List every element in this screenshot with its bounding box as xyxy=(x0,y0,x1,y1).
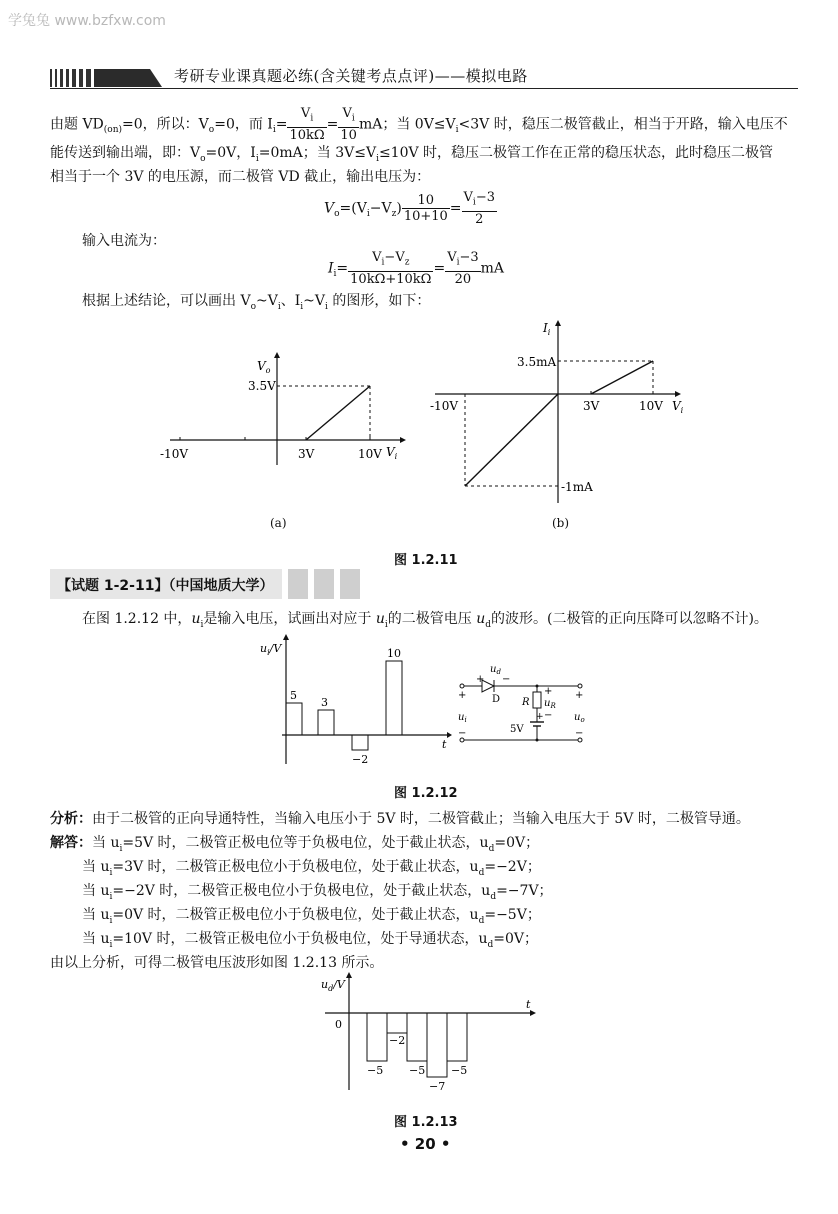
svg-text:+: + xyxy=(458,690,467,701)
answer-line-4: 当 $u_i=0V$ 时，二极管正极电位小于负极电位，处于截止状态，$u_d=-5V$； xyxy=(82,907,541,926)
bar-label-neg2: −2 xyxy=(389,1034,406,1047)
series-positive-line xyxy=(591,361,653,394)
x-axis-label: $V_i$ xyxy=(386,445,398,461)
svg-text:−: − xyxy=(502,674,511,685)
bar-neg2 xyxy=(352,735,368,750)
svg-text:+: + xyxy=(476,674,485,685)
paragraph-3: 根据上述结论，可以画出 $V_o\sim V_i$、$I_i\sim V_i$ 的图形，如下： xyxy=(82,293,431,312)
svg-text:+: + xyxy=(544,686,553,697)
terminal-in-top xyxy=(460,684,464,688)
watermark: 学兔兔 www.bzfxw.com xyxy=(8,13,166,29)
y-axis-arrow xyxy=(555,320,561,326)
x-tick-label-3v: 3V xyxy=(583,399,600,413)
svg-text:+: + xyxy=(575,690,584,701)
bar-label-10: 10 xyxy=(387,647,401,660)
bar-label-neg5-c: −5 xyxy=(451,1064,468,1077)
label-resistor: R xyxy=(522,697,530,708)
fraction-vi-over-10k: $\frac{V_i}{10k\Omega}$ xyxy=(289,106,325,143)
chart-ii-vs-vi xyxy=(425,318,695,508)
bar-5 xyxy=(286,703,302,735)
y-tick-label-3.5v: 3.5V xyxy=(248,379,276,393)
conclusion-text: 由以上分析，可得二极管电压波形如图 1.2.13 所示。 xyxy=(50,955,384,971)
answer-line-1: 解答：当 $u_i=5V$ 时，二极管正极电位等于负极电位，处于截止状态，$u_d=0V$； xyxy=(50,835,540,854)
ui-axis-arrow xyxy=(283,634,289,640)
header-ornament xyxy=(50,67,170,89)
y-axis-label: $u_d/V$ xyxy=(321,978,345,993)
y-tick-label-neg1ma: -1mA xyxy=(561,480,593,494)
y-tick-label-3.5ma: 3.5mA xyxy=(517,355,557,369)
x-axis-arrow xyxy=(400,437,406,443)
bar-3 xyxy=(318,710,334,735)
answer-line-3: 当 $u_i=-2V$ 时，二极管正极电位小于负极电位，处于截止状态，$u_d=-7V$； xyxy=(82,883,553,902)
answer-line-2: 当 $u_i=3V$ 时，二极管正极电位小于负极电位，处于截止状态，$u_d=-2V$； xyxy=(82,859,541,878)
paragraph-2: 输入电流为： xyxy=(82,233,166,249)
y-axis-label: $V_o$ xyxy=(257,359,271,375)
label-5v: 5V xyxy=(510,724,524,735)
origin-label: 0 xyxy=(335,1018,342,1031)
t-axis-arrow xyxy=(530,1010,536,1016)
x-axis-label: $V_i$ xyxy=(672,399,684,415)
analysis-text: 分析：由于二极管的正向导通特性，当输入电压小于 5V 时，二极管截止；当输入电压大于 5V 时，二极管导通。 xyxy=(50,811,750,827)
bar-label-5: 5 xyxy=(290,689,297,702)
question-text: 在图 1.2.12 中，$u_i$是输入电压，试画出对应于 $u_i$的二极管电压 $u_d$的波形。(二极管的正向压降可以忽略不计)。 xyxy=(82,611,768,630)
x-axis-arrow xyxy=(675,391,681,397)
circuit-diagram xyxy=(452,662,592,752)
figure-a-label: (a) xyxy=(270,516,287,530)
header-rule xyxy=(50,88,798,89)
ud-axis-arrow xyxy=(346,972,352,978)
fraction-vi-over-10: $\frac{V_i}{10}$ xyxy=(340,106,357,143)
chart-ud-waveform xyxy=(305,968,545,1098)
label-diode: D xyxy=(492,694,501,705)
x-tick-label-10v: 10V xyxy=(639,399,663,413)
label-uo: $u_o$ xyxy=(574,712,585,724)
x-axis-label: t xyxy=(442,738,447,751)
bar-neg5-a xyxy=(367,1013,387,1061)
series-vo-line xyxy=(306,386,370,440)
figure-1-2-12-caption: 图 1.2.12 xyxy=(394,786,458,801)
bar-label-neg2: −2 xyxy=(352,753,369,766)
figure-b-label: (b) xyxy=(552,516,570,530)
bar-label-neg7: −7 xyxy=(429,1080,446,1093)
chart-ui-waveform xyxy=(252,632,452,772)
equation-ii: $I_i=$ $\frac{V_i-V_z}{10k\Omega+10k\Omega}$ = $\frac{V_i-3}{20}$ mA xyxy=(328,250,505,287)
answer-line-5: 当 $u_i=10V$ 时，二极管正极电位小于负极电位，处于导通状态，$u_d=0V$； xyxy=(82,931,538,950)
bar-neg5-c xyxy=(447,1013,467,1061)
x-axis-label: t xyxy=(526,998,531,1011)
resistor-icon xyxy=(533,692,541,708)
bar-neg5-b xyxy=(407,1013,427,1061)
label-ui: $u_i$ xyxy=(458,712,467,724)
bar-10 xyxy=(386,661,402,735)
bar-neg2 xyxy=(387,1013,407,1033)
paragraph-1-line-2: 能传送到输出端，即：$V_o=0V$，$I_i=0mA$；当 $3V\le V_i\le 10V$ 时，稳压二极管工作在正常的稳压状态，此时稳压二极管 xyxy=(50,145,774,164)
bar-neg7 xyxy=(427,1013,447,1077)
paragraph-1-line-3: 相当于一个 3V 的电压源，而二极管 VD 截止，输出电压为： xyxy=(50,169,431,185)
x-tick-label-3v: 3V xyxy=(298,447,315,461)
x-tick-label-neg10: -10V xyxy=(160,447,188,461)
svg-text:−: − xyxy=(575,728,584,739)
chart-vo-vs-vi xyxy=(160,350,410,470)
page-number: • 20 • xyxy=(400,1135,451,1153)
bar-label-neg5-a: −5 xyxy=(367,1064,384,1077)
bar-label-3: 3 xyxy=(321,696,328,709)
x-tick-label-neg10: -10V xyxy=(430,399,458,413)
y-axis-label: $u_i/V$ xyxy=(260,642,282,657)
section-title: 【试题 1-2-11】（中国地质大学） xyxy=(57,578,274,594)
svg-text:−: − xyxy=(458,728,467,739)
x-tick-label-10v: 10V xyxy=(358,447,382,461)
equation-vo: $V_o=(V_i-V_z)$ $\frac{10}{10+10}$ = $\frac{V_i-3}{2}$ xyxy=(324,190,495,227)
header-title: 考研专业课真题必练(含关键考点点评)——模拟电路 xyxy=(174,67,528,85)
figure-1-2-11-caption: 图 1.2.11 xyxy=(394,553,458,568)
terminal-out-top xyxy=(578,684,582,688)
svg-text:−: − xyxy=(544,710,553,721)
bar-label-neg5-b: −5 xyxy=(409,1064,426,1077)
figure-1-2-13-caption: 图 1.2.13 xyxy=(394,1115,458,1130)
label-ur: $u_R$ xyxy=(544,698,556,710)
svg-text:+: + xyxy=(536,712,544,722)
y-axis-label: $I_i$ xyxy=(543,321,551,337)
series-negative-line xyxy=(465,394,558,486)
label-ud: $u_d$ xyxy=(490,664,501,676)
paragraph-1-line-1: 由题 $VD_{(on)}=0$，所以：$V_o=0$，而 $I_i=$ $\frac{V_i}{10k\Omega}$ = $\frac{V_i}{10}$ mA；当 $0V\le V_i<3V$ 时，稳压二极管截止，相当于开路，输入电压不 xyxy=(50,106,788,143)
y-axis-arrow xyxy=(274,352,280,358)
